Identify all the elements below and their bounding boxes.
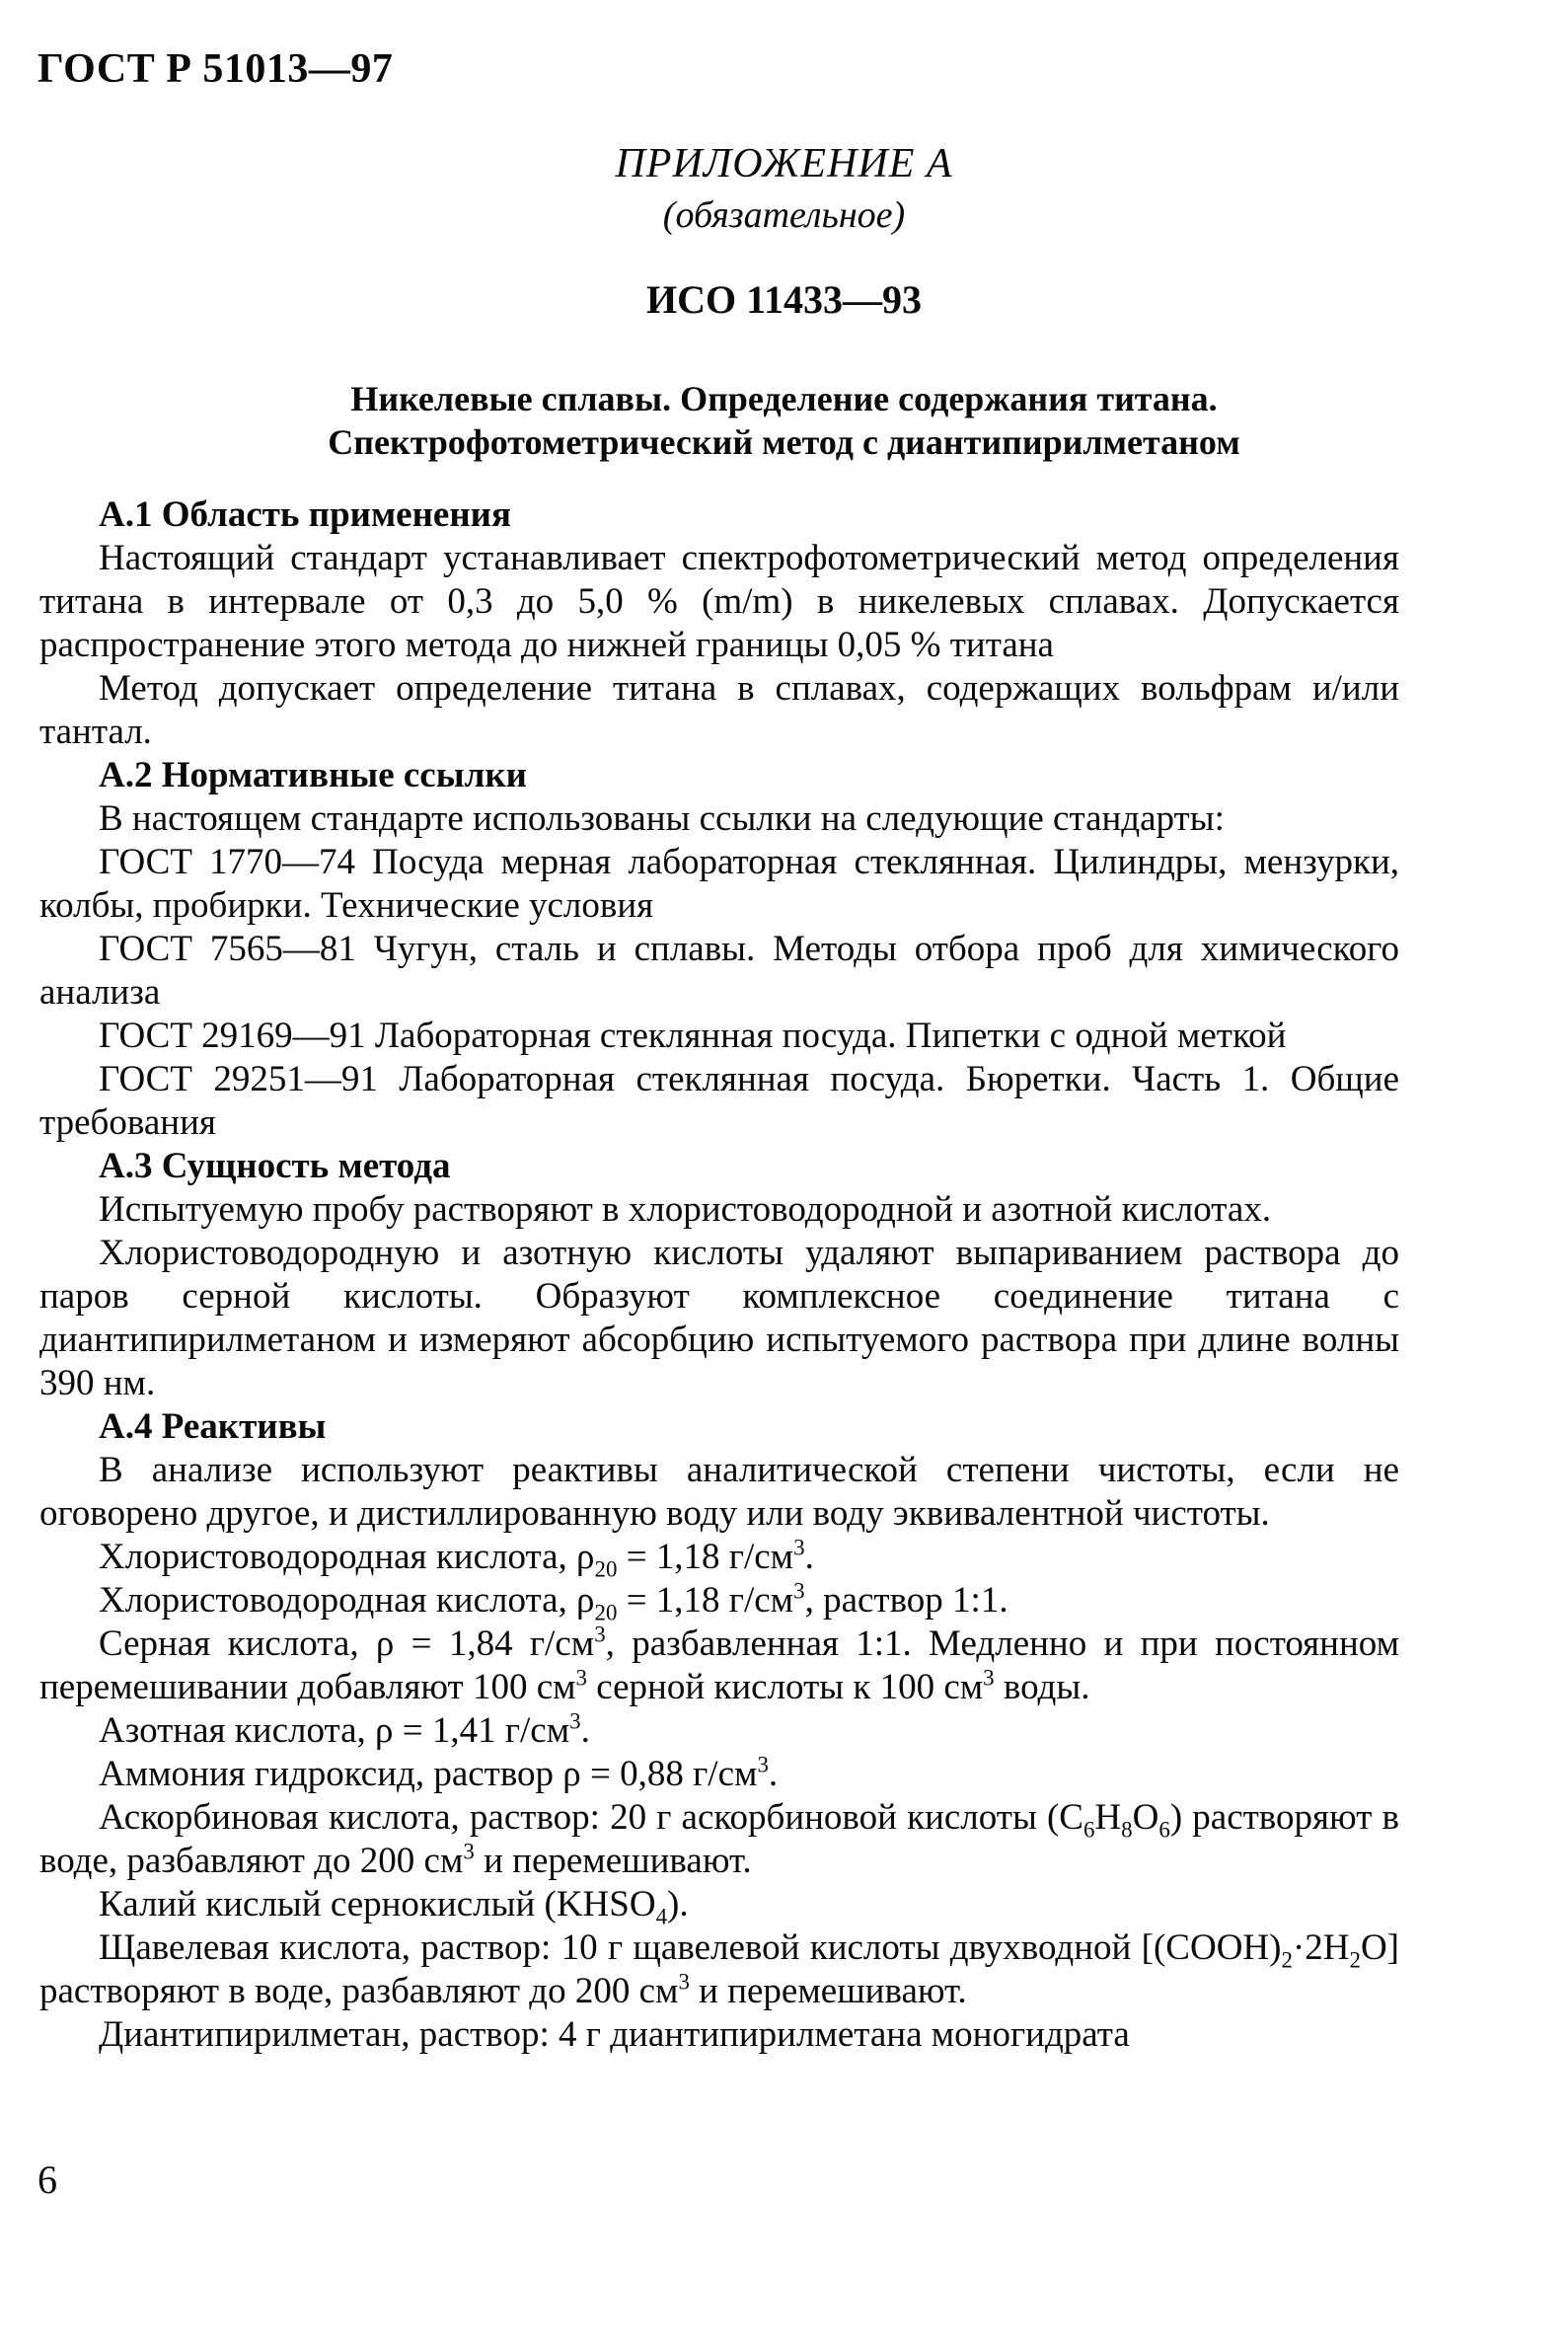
reagent-hcl-diluted: Хлористоводородная кислота, $\rho_{20} = 1,18$ $г/см^3$, раствор 1:1. bbox=[99, 1578, 1008, 1625]
document-body bbox=[39, 493, 1399, 2057]
document-title bbox=[0, 377, 1568, 464]
page-header-standard: ГОСТ Р 51013—97 bbox=[37, 46, 394, 92]
section-heading-a2: А.2 Нормативные ссылки bbox=[99, 755, 527, 795]
reagent-sulfuric-acid: Серная кислота, ρ = 1,84 $г/см^3$, разбавленная 1:1. Медленно и при постоянном перемешивании добавляют 100 $см^3$ серной кислоты к 100 $см^3$ воды. bbox=[39, 1622, 1399, 1707]
reference-gost-7565: ГОСТ 7565—81 Чугун, сталь и сплавы. Методы отбора проб для химического анализа bbox=[39, 929, 1399, 1013]
annex-subtitle: (обязательное) bbox=[662, 194, 906, 236]
document-title-line-2: Спектрофотометрический метод с диантипирилметаном bbox=[328, 422, 1240, 462]
section-heading-a4: А.4 Реактивы bbox=[99, 1406, 327, 1447]
reagent-potassium-bisulfate: Калий кислый сернокислый $(KHSO_4)$. bbox=[99, 1884, 689, 1929]
paragraph-scope-1: Настоящий стандарт устанавливает спектрофотометрический метод определения титана в интервале от 0,3 до 5,0 % (m/m) в никелевых сплавах. Допускается распространение этого метода до нижней границы 0,05 % титана bbox=[39, 538, 1399, 665]
reagent-ascorbic-acid: Аскорбиновая кислота, раствор: 20 г аскорбиновой кислоты $(C_6H_8O_6)$ растворяют в воде, разбавляют до 200 $см^3$ и перемешивают. bbox=[39, 1797, 1399, 1881]
paragraph-scope-2: Метод допускает определение титана в сплавах, содержащих вольфрам и/или тантал. bbox=[39, 668, 1399, 752]
iso-standard-title: ИСО 11433—93 bbox=[646, 277, 922, 322]
section-heading-a1: А.1 Область применения bbox=[99, 494, 511, 535]
paragraph-principle-2: Хлористоводородную и азотную кислоты удаляют выпариванием раствора до паров серной кислоты. Образуют комплексное соединение титана с диантипирилметаном и измеряют абсорбцию испытуемого раствора при длине волны 390 нм. bbox=[39, 1233, 1399, 1403]
paragraph-principle-1: Испытуемую пробу растворяют в хлористоводородной и азотной кислотах. bbox=[99, 1189, 1272, 1230]
document-title-line-1: Никелевые сплавы. Определение содержания титана. bbox=[350, 379, 1218, 418]
page-number: 6 bbox=[37, 2157, 57, 2202]
reagent-nitric-acid: Азотная кислота, ρ = 1,41 $г/см^3$. bbox=[99, 1708, 590, 1751]
paragraph-reagents-intro: В анализе используют реактивы аналитической степени чистоты, если не оговорено другое, и дистиллированную воду или воду эквивалентной чистоты. bbox=[39, 1450, 1399, 1534]
section-heading-a3: А.3 Сущность метода bbox=[99, 1146, 451, 1186]
reagent-oxalic-acid: Щавелевая кислота, раствор: 10 г щавелевой кислоты двухводной $[(COOH)_2\cdot 2H_2O]$ растворяют в воде, разбавляют до 200 $см^3$ и перемешивают. bbox=[39, 1927, 1399, 2011]
annex-title: ПРИЛОЖЕНИЕ А bbox=[615, 141, 953, 187]
reference-gost-29169: ГОСТ 29169—91 Лабораторная стеклянная посуда. Пипетки с одной меткой bbox=[99, 1016, 1287, 1056]
reference-gost-1770: ГОСТ 1770—74 Посуда мерная лабораторная стеклянная. Цилиндры, мензурки, колбы, пробирки. Технические условия bbox=[39, 842, 1399, 926]
reagent-hcl: Хлористоводородная кислота, $\rho_{20} = 1,18$ $г/см^3$. bbox=[99, 1535, 814, 1582]
reagent-diantipyrylmethane: Диантипирилметан, раствор: 4 г диантипирилметана моногидрата bbox=[99, 2014, 1130, 2055]
paragraph-references-intro: В настоящем стандарте использованы ссылки на следующие стандарты: bbox=[99, 798, 1225, 839]
reagent-ammonium-hydroxide: Аммония гидроксид, раствор ρ = 0,88 $г/см^3$. bbox=[99, 1752, 779, 1794]
reference-gost-29251: ГОСТ 29251—91 Лабораторная стеклянная посуда. Бюретки. Часть 1. Общие требования bbox=[39, 1059, 1399, 1143]
